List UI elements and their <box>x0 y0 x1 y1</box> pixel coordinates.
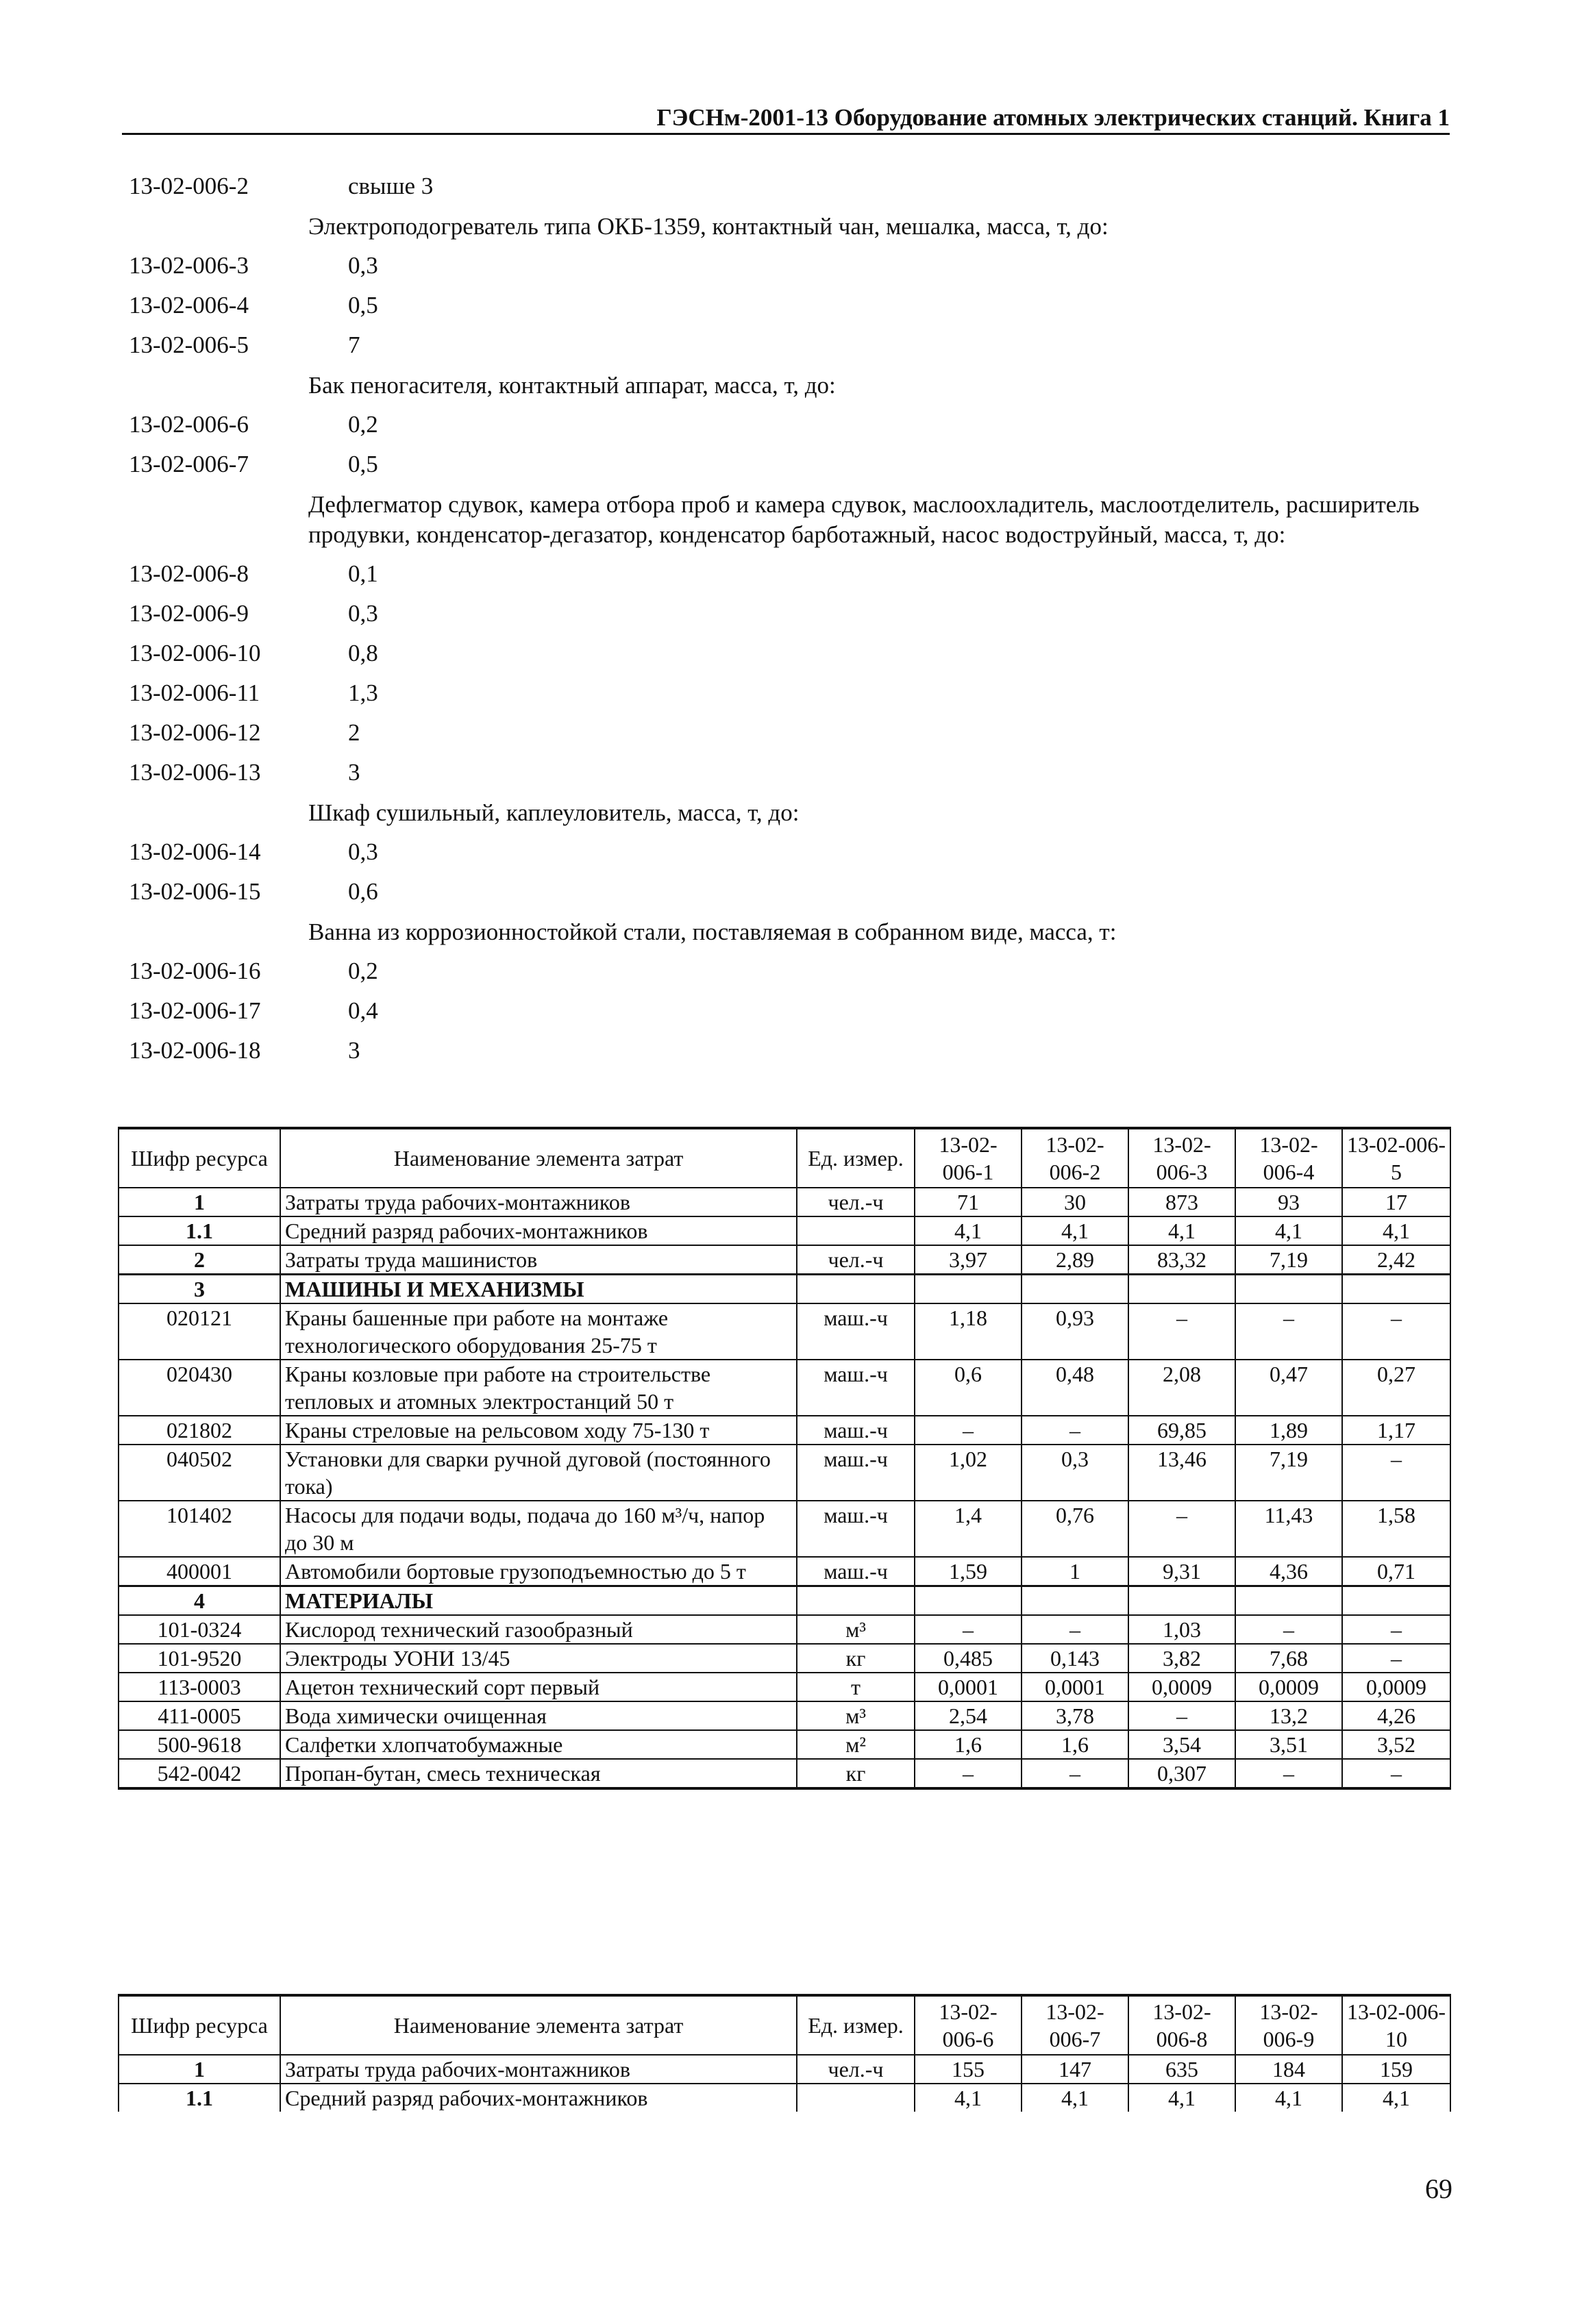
table-cell: 101402 <box>119 1501 280 1557</box>
column-header: Наименование элемента затрат <box>280 1995 797 2055</box>
page-header <box>122 103 1450 135</box>
table-cell: 0,6 <box>915 1360 1022 1416</box>
table-cell: кг <box>797 1644 915 1673</box>
table-cell: 7,19 <box>1235 1445 1342 1501</box>
table-row <box>119 1245 1450 1275</box>
table-cell: 101-0324 <box>119 1615 280 1644</box>
table-cell: 0,0009 <box>1128 1673 1235 1701</box>
resource-table-2 <box>118 1994 1451 2112</box>
column-header: Ед. измер. <box>797 1128 915 1188</box>
table-cell: 13,46 <box>1128 1445 1235 1501</box>
table-cell: 4,1 <box>1128 1216 1235 1245</box>
table-cell: Пропан-бутан, смесь техническая <box>280 1759 797 1788</box>
table-cell: 3,78 <box>1022 1701 1128 1730</box>
table-cell: 4,1 <box>915 2084 1022 2112</box>
table-cell: 1 <box>119 1188 280 1216</box>
table-cell: 83,32 <box>1128 1245 1235 1275</box>
table-cell: 4,26 <box>1342 1701 1450 1730</box>
item-code: 13-02-006-18 <box>129 1037 261 1064</box>
table-cell: 2,08 <box>1128 1360 1235 1416</box>
column-header: 13-02-006-6 <box>915 1995 1022 2055</box>
table-cell <box>1022 1586 1128 1616</box>
table-cell: маш.-ч <box>797 1445 915 1501</box>
table-row <box>119 1557 1450 1586</box>
table-cell: – <box>1022 1416 1128 1445</box>
table-cell: 0,0001 <box>1022 1673 1128 1701</box>
item-code: 13-02-006-8 <box>129 560 249 587</box>
table-cell: – <box>1235 1615 1342 1644</box>
table-cell <box>1128 1275 1235 1304</box>
table-cell: Ацетон технический сорт первый <box>280 1673 797 1701</box>
item-code: 13-02-006-12 <box>129 719 261 746</box>
table-cell: Краны козловые при работе на строительстве тепловых и атомных электростанций 50 т <box>280 1360 797 1416</box>
table-cell: – <box>1342 1303 1450 1360</box>
column-header: Шифр ресурса <box>119 1995 280 2055</box>
table-cell: 3,54 <box>1128 1730 1235 1759</box>
table-row <box>119 2084 1450 2112</box>
table-cell: 3,52 <box>1342 1730 1450 1759</box>
table-cell: – <box>1342 1445 1450 1501</box>
table-cell: 69,85 <box>1128 1416 1235 1445</box>
table-cell: – <box>915 1759 1022 1788</box>
list-item <box>129 554 1458 594</box>
table-cell: 1,4 <box>915 1501 1022 1557</box>
table-cell: 0,485 <box>915 1644 1022 1673</box>
table-cell: 1 <box>1022 1557 1128 1586</box>
table-cell: маш.-ч <box>797 1303 915 1360</box>
item-value: 0,8 <box>348 640 378 666</box>
table-cell <box>797 1275 915 1304</box>
table-cell: – <box>1022 1615 1128 1644</box>
item-value: 0,2 <box>348 958 378 984</box>
table-row <box>119 1615 1450 1644</box>
table-row <box>119 1360 1450 1416</box>
item-value: 3 <box>348 1037 360 1064</box>
table-cell: 4,1 <box>1128 2084 1235 2112</box>
table-cell: чел.-ч <box>797 1188 915 1216</box>
table-row <box>119 1673 1450 1701</box>
table-row <box>119 1416 1450 1445</box>
table-cell <box>1128 1586 1235 1616</box>
table-cell: 0,0009 <box>1342 1673 1450 1701</box>
table-cell: 1 <box>119 2055 280 2084</box>
table-cell: 4,1 <box>1022 1216 1128 1245</box>
item-value: 1,3 <box>348 679 378 706</box>
table-header-row <box>119 1128 1450 1188</box>
table-cell: 101-9520 <box>119 1644 280 1673</box>
table-cell: МАТЕРИАЛЫ <box>280 1586 797 1616</box>
table-cell: 0,0009 <box>1235 1673 1342 1701</box>
table-cell: Затраты труда рабочих-монтажников <box>280 1188 797 1216</box>
table-cell: – <box>1128 1501 1235 1557</box>
list-item <box>129 634 1458 673</box>
item-code: 13-02-006-3 <box>129 252 249 279</box>
item-value: 0,5 <box>348 292 378 318</box>
table-cell: чел.-ч <box>797 1245 915 1275</box>
table-cell <box>797 1586 915 1616</box>
table-cell: 17 <box>1342 1188 1450 1216</box>
table-cell: 1.1 <box>119 2084 280 2112</box>
table-cell: – <box>915 1615 1022 1644</box>
table-cell: 2 <box>119 1245 280 1275</box>
table-cell: 71 <box>915 1188 1022 1216</box>
item-code: 13-02-006-13 <box>129 759 261 786</box>
table-row <box>119 1701 1450 1730</box>
item-code: 13-02-006-2 <box>129 173 249 199</box>
table-cell: маш.-ч <box>797 1360 915 1416</box>
table-cell: – <box>915 1416 1022 1445</box>
column-header: 13-02-006-3 <box>1128 1128 1235 1188</box>
table-cell: 1,18 <box>915 1303 1022 1360</box>
table-cell: м³ <box>797 1615 915 1644</box>
table-cell: Кислород технический газообразный <box>280 1615 797 1644</box>
table-cell: 0,93 <box>1022 1303 1128 1360</box>
list-item <box>129 1031 1458 1071</box>
table-cell: 4,1 <box>1022 2084 1128 2112</box>
item-value: 0,4 <box>348 997 378 1024</box>
item-code: 13-02-006-17 <box>129 997 261 1024</box>
table-cell: 155 <box>915 2055 1022 2084</box>
table-cell: – <box>1022 1759 1128 1788</box>
item-code: 13-02-006-15 <box>129 878 261 905</box>
item-value: 3 <box>348 759 360 786</box>
item-code: 13-02-006-4 <box>129 292 249 318</box>
table-cell: 873 <box>1128 1188 1235 1216</box>
table-cell: маш.-ч <box>797 1501 915 1557</box>
table-cell: 1.1 <box>119 1216 280 1245</box>
list-item <box>129 832 1458 872</box>
table-cell: 0,48 <box>1022 1360 1128 1416</box>
table-cell: – <box>1128 1303 1235 1360</box>
list-item <box>129 991 1458 1031</box>
list-subheading: Шкаф сушильный, каплеуловитель, масса, т, до: <box>308 799 800 826</box>
table-row <box>119 1188 1450 1216</box>
table-cell: Насосы для подачи воды, подача до 160 м³/ч, напор до 30 м <box>280 1501 797 1557</box>
table-cell: 2,89 <box>1022 1245 1128 1275</box>
column-header: 13-02-006-8 <box>1128 1995 1235 2055</box>
item-value: 2 <box>348 719 360 746</box>
list-item <box>129 286 1458 325</box>
table-row <box>119 1759 1450 1788</box>
table-cell: 4,1 <box>1342 1216 1450 1245</box>
table-cell <box>915 1275 1022 1304</box>
table-cell: 2,54 <box>915 1701 1022 1730</box>
table-row <box>119 1730 1450 1759</box>
table-cell: Затраты труда рабочих-монтажников <box>280 2055 797 2084</box>
item-value: 0,3 <box>348 252 378 279</box>
table-cell: Вода химически очищенная <box>280 1701 797 1730</box>
table-cell: 30 <box>1022 1188 1128 1216</box>
table-cell: 7,19 <box>1235 1245 1342 1275</box>
table-cell: 147 <box>1022 2055 1128 2084</box>
table-cell: 400001 <box>119 1557 280 1586</box>
table-cell: 4,36 <box>1235 1557 1342 1586</box>
table-cell: 2,42 <box>1342 1245 1450 1275</box>
table-cell: 0,143 <box>1022 1644 1128 1673</box>
item-value: 0,3 <box>348 838 378 865</box>
table-cell: 040502 <box>119 1445 280 1501</box>
item-code: 13-02-006-10 <box>129 640 261 666</box>
page-number: 69 <box>1425 2173 1452 2204</box>
list-item <box>129 405 1458 445</box>
column-header: 13-02-006-1 <box>915 1128 1022 1188</box>
table-cell: 1,6 <box>915 1730 1022 1759</box>
header-title: ГЭСНм-2001-13 Оборудование атомных электрических станций. Книга 1 <box>656 104 1450 131</box>
table-cell: Средний разряд рабочих-монтажников <box>280 2084 797 2112</box>
table-cell: 4,1 <box>1235 2084 1342 2112</box>
table-cell: – <box>1128 1701 1235 1730</box>
table-cell <box>915 1586 1022 1616</box>
table-cell <box>1235 1586 1342 1616</box>
table-cell: Средний разряд рабочих-монтажников <box>280 1216 797 1245</box>
table-cell: 4,1 <box>1235 1216 1342 1245</box>
table-cell: 9,31 <box>1128 1557 1235 1586</box>
table-cell: 3,97 <box>915 1245 1022 1275</box>
table-cell: 4,1 <box>915 1216 1022 1245</box>
table-cell <box>797 2084 915 2112</box>
table-cell: 021802 <box>119 1416 280 1445</box>
item-code: 13-02-006-9 <box>129 600 249 627</box>
item-code: 13-02-006-14 <box>129 838 261 865</box>
list-item <box>129 673 1458 713</box>
table-cell: 3 <box>119 1275 280 1304</box>
table-cell: м² <box>797 1730 915 1759</box>
table-row <box>119 2055 1450 2084</box>
table-row <box>119 1445 1450 1501</box>
item-code: 13-02-006-16 <box>129 958 261 984</box>
item-code: 13-02-006-6 <box>129 411 249 438</box>
table-cell: 7,68 <box>1235 1644 1342 1673</box>
table-cell: 13,2 <box>1235 1701 1342 1730</box>
item-value: 7 <box>348 332 360 358</box>
column-header: 13-02-006-7 <box>1022 1995 1128 2055</box>
column-header: Ед. измер. <box>797 1995 915 2055</box>
item-code: 13-02-006-5 <box>129 332 249 358</box>
table-header-row <box>119 1995 1450 2055</box>
table-cell: 1,6 <box>1022 1730 1128 1759</box>
table-cell <box>797 1216 915 1245</box>
list-item <box>129 713 1458 753</box>
table-cell: м³ <box>797 1701 915 1730</box>
table-cell: 1,89 <box>1235 1416 1342 1445</box>
table-cell: 184 <box>1235 2055 1342 2084</box>
list-subheading: Ванна из коррозионностойкой стали, поставляемая в собранном виде, масса, т: <box>308 919 1117 945</box>
list-subheading: Дефлегматор сдувок, камера отбора проб и камера сдувок, маслоохладитель, маслоотделитель, расширитель продувки, конденсатор-дегазатор, конденсатор барботажный, насос водоструйный, масса, т, до: <box>308 491 1420 548</box>
table-cell: 1,02 <box>915 1445 1022 1501</box>
table-cell: Установки для сварки ручной дуговой (постоянного тока) <box>280 1445 797 1501</box>
table-cell: 020430 <box>119 1360 280 1416</box>
list-item <box>129 166 1458 206</box>
table-cell <box>1022 1275 1128 1304</box>
code-list <box>129 166 1458 1071</box>
table-cell: 635 <box>1128 2055 1235 2084</box>
table-cell <box>1342 1275 1450 1304</box>
table-cell: 4,1 <box>1342 2084 1450 2112</box>
column-header: 13-02-006-2 <box>1022 1128 1128 1188</box>
table-cell: Салфетки хлопчатобумажные <box>280 1730 797 1759</box>
table-cell: 0,0001 <box>915 1673 1022 1701</box>
table-cell: 0,76 <box>1022 1501 1128 1557</box>
table-cell: Автомобили бортовые грузоподъемностью до 5 т <box>280 1557 797 1586</box>
table-cell: 1,03 <box>1128 1615 1235 1644</box>
table-cell: 0,27 <box>1342 1360 1450 1416</box>
table-cell <box>1342 1586 1450 1616</box>
list-item <box>129 246 1458 286</box>
table-cell: 1,59 <box>915 1557 1022 1586</box>
item-code: 13-02-006-7 <box>129 451 249 477</box>
list-subheading: Бак пеногасителя, контактный аппарат, масса, т, до: <box>308 372 836 399</box>
table-cell: 0,71 <box>1342 1557 1450 1586</box>
table-cell: 0,307 <box>1128 1759 1235 1788</box>
table-cell: 1,58 <box>1342 1501 1450 1557</box>
item-value: 0,3 <box>348 600 378 627</box>
table-cell: 0,3 <box>1022 1445 1128 1501</box>
section-row <box>119 1275 1450 1304</box>
table-cell: Электроды УОНИ 13/45 <box>280 1644 797 1673</box>
table-cell: маш.-ч <box>797 1557 915 1586</box>
list-item <box>129 594 1458 634</box>
table-cell: Краны башенные при работе на монтаже технологического оборудования 25-75 т <box>280 1303 797 1360</box>
column-header: 13-02-006-4 <box>1235 1128 1342 1188</box>
table-cell: 500-9618 <box>119 1730 280 1759</box>
table-cell: 542-0042 <box>119 1759 280 1788</box>
table-row <box>119 1216 1450 1245</box>
table-cell: 411-0005 <box>119 1701 280 1730</box>
item-value: 0,5 <box>348 451 378 477</box>
list-item <box>129 753 1458 792</box>
list-item <box>129 951 1458 991</box>
table-cell: Краны стреловые на рельсовом ходу 75-130 т <box>280 1416 797 1445</box>
table-cell: МАШИНЫ И МЕХАНИЗМЫ <box>280 1275 797 1304</box>
item-value: свыше 3 <box>348 173 434 199</box>
item-value: 0,2 <box>348 411 378 438</box>
table-row <box>119 1303 1450 1360</box>
table-cell: 159 <box>1342 2055 1450 2084</box>
table-cell: 93 <box>1235 1188 1342 1216</box>
table-cell: 113-0003 <box>119 1673 280 1701</box>
resource-table-1 <box>118 1127 1451 1790</box>
table-cell: 020121 <box>119 1303 280 1360</box>
list-item <box>129 872 1458 912</box>
table-cell: – <box>1342 1759 1450 1788</box>
column-header: 13-02-006-9 <box>1235 1995 1342 2055</box>
table-cell: – <box>1342 1644 1450 1673</box>
table-cell: 3,82 <box>1128 1644 1235 1673</box>
column-header: 13-02-006-10 <box>1342 1995 1450 2055</box>
list-subheading: Электроподогреватель типа ОКБ-1359, контактный чан, мешалка, масса, т, до: <box>308 213 1109 240</box>
table-row <box>119 1501 1450 1557</box>
section-row <box>119 1586 1450 1616</box>
item-value: 0,1 <box>348 560 378 587</box>
table-cell: 4 <box>119 1586 280 1616</box>
table-row <box>119 1644 1450 1673</box>
table-cell: – <box>1342 1615 1450 1644</box>
item-value: 0,6 <box>348 878 378 905</box>
table-cell: 3,51 <box>1235 1730 1342 1759</box>
list-item <box>129 445 1458 484</box>
table-cell: Затраты труда машинистов <box>280 1245 797 1275</box>
table-cell <box>1235 1275 1342 1304</box>
table-cell: 1,17 <box>1342 1416 1450 1445</box>
column-header: Шифр ресурса <box>119 1128 280 1188</box>
table-cell: 11,43 <box>1235 1501 1342 1557</box>
list-item <box>129 325 1458 365</box>
table-cell: – <box>1235 1303 1342 1360</box>
table-cell: маш.-ч <box>797 1416 915 1445</box>
table-cell: 0,47 <box>1235 1360 1342 1416</box>
table-cell: – <box>1235 1759 1342 1788</box>
table-cell: чел.-ч <box>797 2055 915 2084</box>
column-header: Наименование элемента затрат <box>280 1128 797 1188</box>
column-header: 13-02-006-5 <box>1342 1128 1450 1188</box>
table-cell: т <box>797 1673 915 1701</box>
item-code: 13-02-006-11 <box>129 679 260 706</box>
table-cell: кг <box>797 1759 915 1788</box>
